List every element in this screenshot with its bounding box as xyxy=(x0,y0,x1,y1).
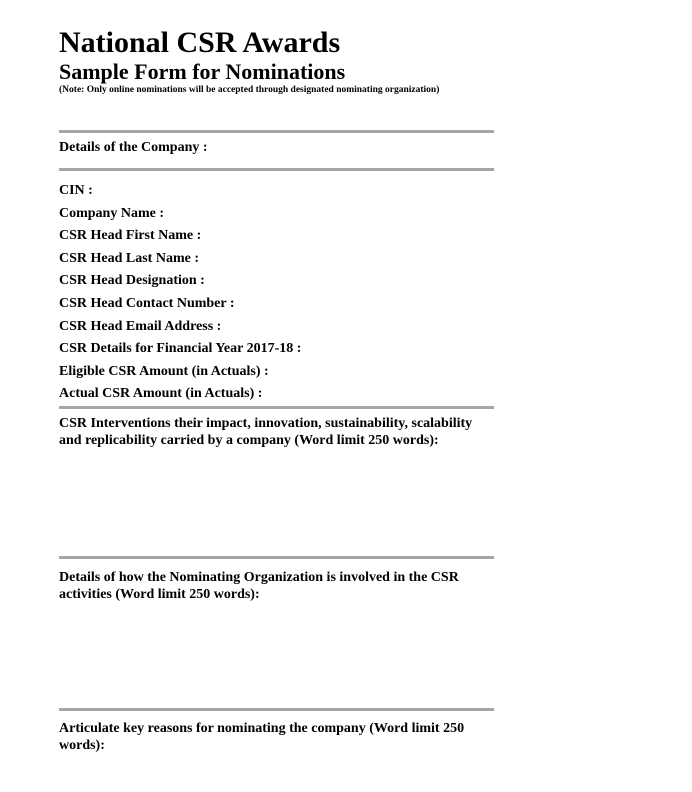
field-csr-head-last-name: CSR Head Last Name : xyxy=(59,250,199,266)
field-eligible-csr-amount: Eligible CSR Amount (in Actuals) : xyxy=(59,363,269,379)
question-nominating-org-involvement: Details of how the Nominating Organization is involved in the CSR activities (Word limit 250 words): xyxy=(59,570,459,602)
field-csr-head-email: CSR Head Email Address : xyxy=(59,318,222,334)
field-actual-csr-amount: Actual CSR Amount (in Actuals) : xyxy=(59,386,263,402)
section-divider xyxy=(59,406,494,409)
company-details-heading: Details of the Company : xyxy=(59,140,208,155)
nomination-note: (Note: Only online nominations will be accepted through designated nominating organization) xyxy=(59,85,440,95)
field-csr-head-first-name: CSR Head First Name : xyxy=(59,228,202,244)
page-title: National CSR Awards xyxy=(59,26,341,59)
field-cin: CIN : xyxy=(59,183,93,198)
section-divider xyxy=(59,708,494,711)
page-subtitle: Sample Form for Nominations xyxy=(59,59,346,84)
field-csr-details-fy: CSR Details for Financial Year 2017-18 : xyxy=(59,341,302,357)
question-csr-interventions: CSR Interventions their impact, innovation, sustainability, scalability and replicability carried by a company (Word limit 250 words): xyxy=(59,416,473,448)
section-divider xyxy=(59,556,494,559)
field-csr-head-contact-number: CSR Head Contact Number : xyxy=(59,295,235,311)
field-csr-head-designation: CSR Head Designation : xyxy=(59,273,205,289)
section-divider xyxy=(59,130,494,133)
question-key-reasons: Articulate key reasons for nominating the company (Word limit 250 words): xyxy=(59,721,465,753)
form-header xyxy=(59,26,659,96)
company-field-list xyxy=(59,180,301,406)
section-divider xyxy=(59,168,494,171)
field-company-name: Company Name : xyxy=(59,205,164,221)
